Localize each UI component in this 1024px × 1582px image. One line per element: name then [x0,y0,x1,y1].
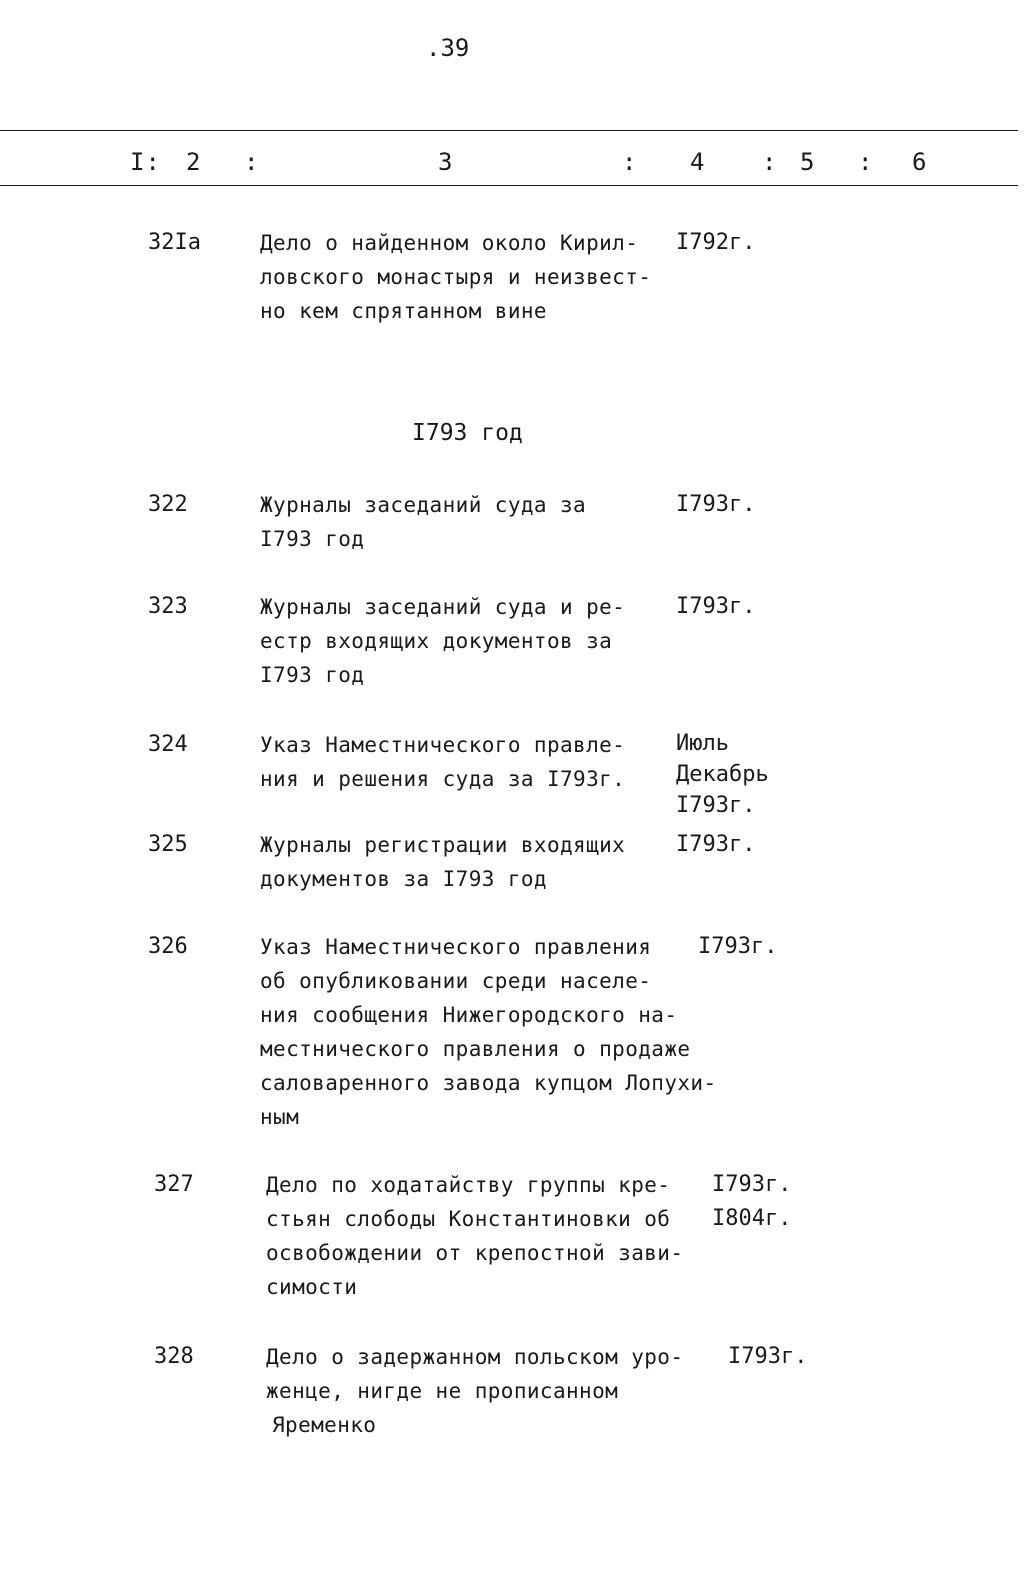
header-rule-bottom [0,185,1018,186]
entry-description [260,226,680,328]
description-line: ловского монастыря и неизвест- [260,265,652,289]
column-header-5: 5 [800,148,816,176]
column-separator: : [762,148,778,176]
entry-date [676,590,755,624]
entry-description [266,1168,686,1304]
date-line: I793г. [712,1172,792,1197]
entry-date [676,488,755,522]
description-line: саловаренного завода купцом Лопухи- [260,1071,717,1095]
date-line: I793г. [676,492,756,517]
description-line: ния сообщения Нижегородского на- [260,1003,678,1027]
description-line: женце, нигде не прописанном [266,1379,619,1403]
entry-description [260,590,680,692]
description-line: Журналы заседаний суда за [260,493,587,517]
description-line: Яременко [272,1413,377,1437]
description-line: стьян слободы Константиновки об [266,1207,671,1231]
description-line: естр входящих документов за [260,629,613,653]
entry-number: 328 [154,1344,194,1369]
column-separator: : [858,148,874,176]
entry-number: 323 [148,594,188,619]
section-title: I793 год [412,420,523,446]
entry-date [728,1340,807,1374]
column-separator: : [244,148,260,176]
column-header-4: 4 [690,148,706,176]
date-line: Июль [676,731,729,756]
description-line: ния и решения суда за I793г. [260,767,626,791]
description-line: I793 год [260,527,365,551]
description-line: Дело по ходатайству группы кре- [266,1173,671,1197]
entry-number: 324 [148,732,188,757]
header-rule-top [0,130,1018,131]
description-line: Указ Наместнического правле- [260,733,626,757]
entry-description [260,828,680,896]
date-line: I793г. [676,793,756,818]
date-line: I793г. [728,1344,808,1369]
page-number: .39 [426,34,470,62]
entry-number: 32Iа [148,230,201,255]
description-line: Указ Наместнического правления [260,935,652,959]
description-line: об опубликовании среди населе- [260,969,652,993]
entry-date [712,1168,791,1236]
date-line: I793г. [676,594,756,619]
entry-date [676,828,755,862]
entry-date [698,930,777,964]
date-line: I804г. [712,1206,792,1231]
entry-number: 325 [148,832,188,857]
description-line: I793 год [260,663,365,687]
entry-number: 326 [148,934,188,959]
description-line: ным [260,1105,300,1129]
description-line: симости [266,1275,358,1299]
description-line: Дело о задержанном польском уро- [266,1345,684,1369]
description-line: Журналы заседаний суда и ре- [260,595,626,619]
date-line: I793г. [698,934,778,959]
column-separator: : [622,148,638,176]
description-line: документов за I793 год [260,867,547,891]
entry-description [260,728,680,796]
entry-description [260,930,717,1134]
entry-number: 322 [148,492,188,517]
date-line: I792г. [676,230,756,255]
entry-date [676,728,769,821]
date-line: I793г. [676,832,756,857]
description-line: освобождении от крепостной зави- [266,1241,684,1265]
description-line: но кем спрятанном вине [260,299,547,323]
column-header-1: I: [130,148,161,176]
entry-description [260,488,680,556]
description-line: местнического правления о продаже [260,1037,691,1061]
entry-number: 327 [154,1172,194,1197]
description-line: Дело о найденном около Кирил- [260,231,639,255]
description-line: Журналы регистрации входящих [260,833,626,857]
column-header-2: 2 [186,148,202,176]
entry-description [266,1340,686,1442]
entry-date [676,226,755,260]
column-header-3: 3 [438,148,454,176]
date-line: Декабрь [676,762,769,787]
column-header-6: 6 [912,148,928,176]
